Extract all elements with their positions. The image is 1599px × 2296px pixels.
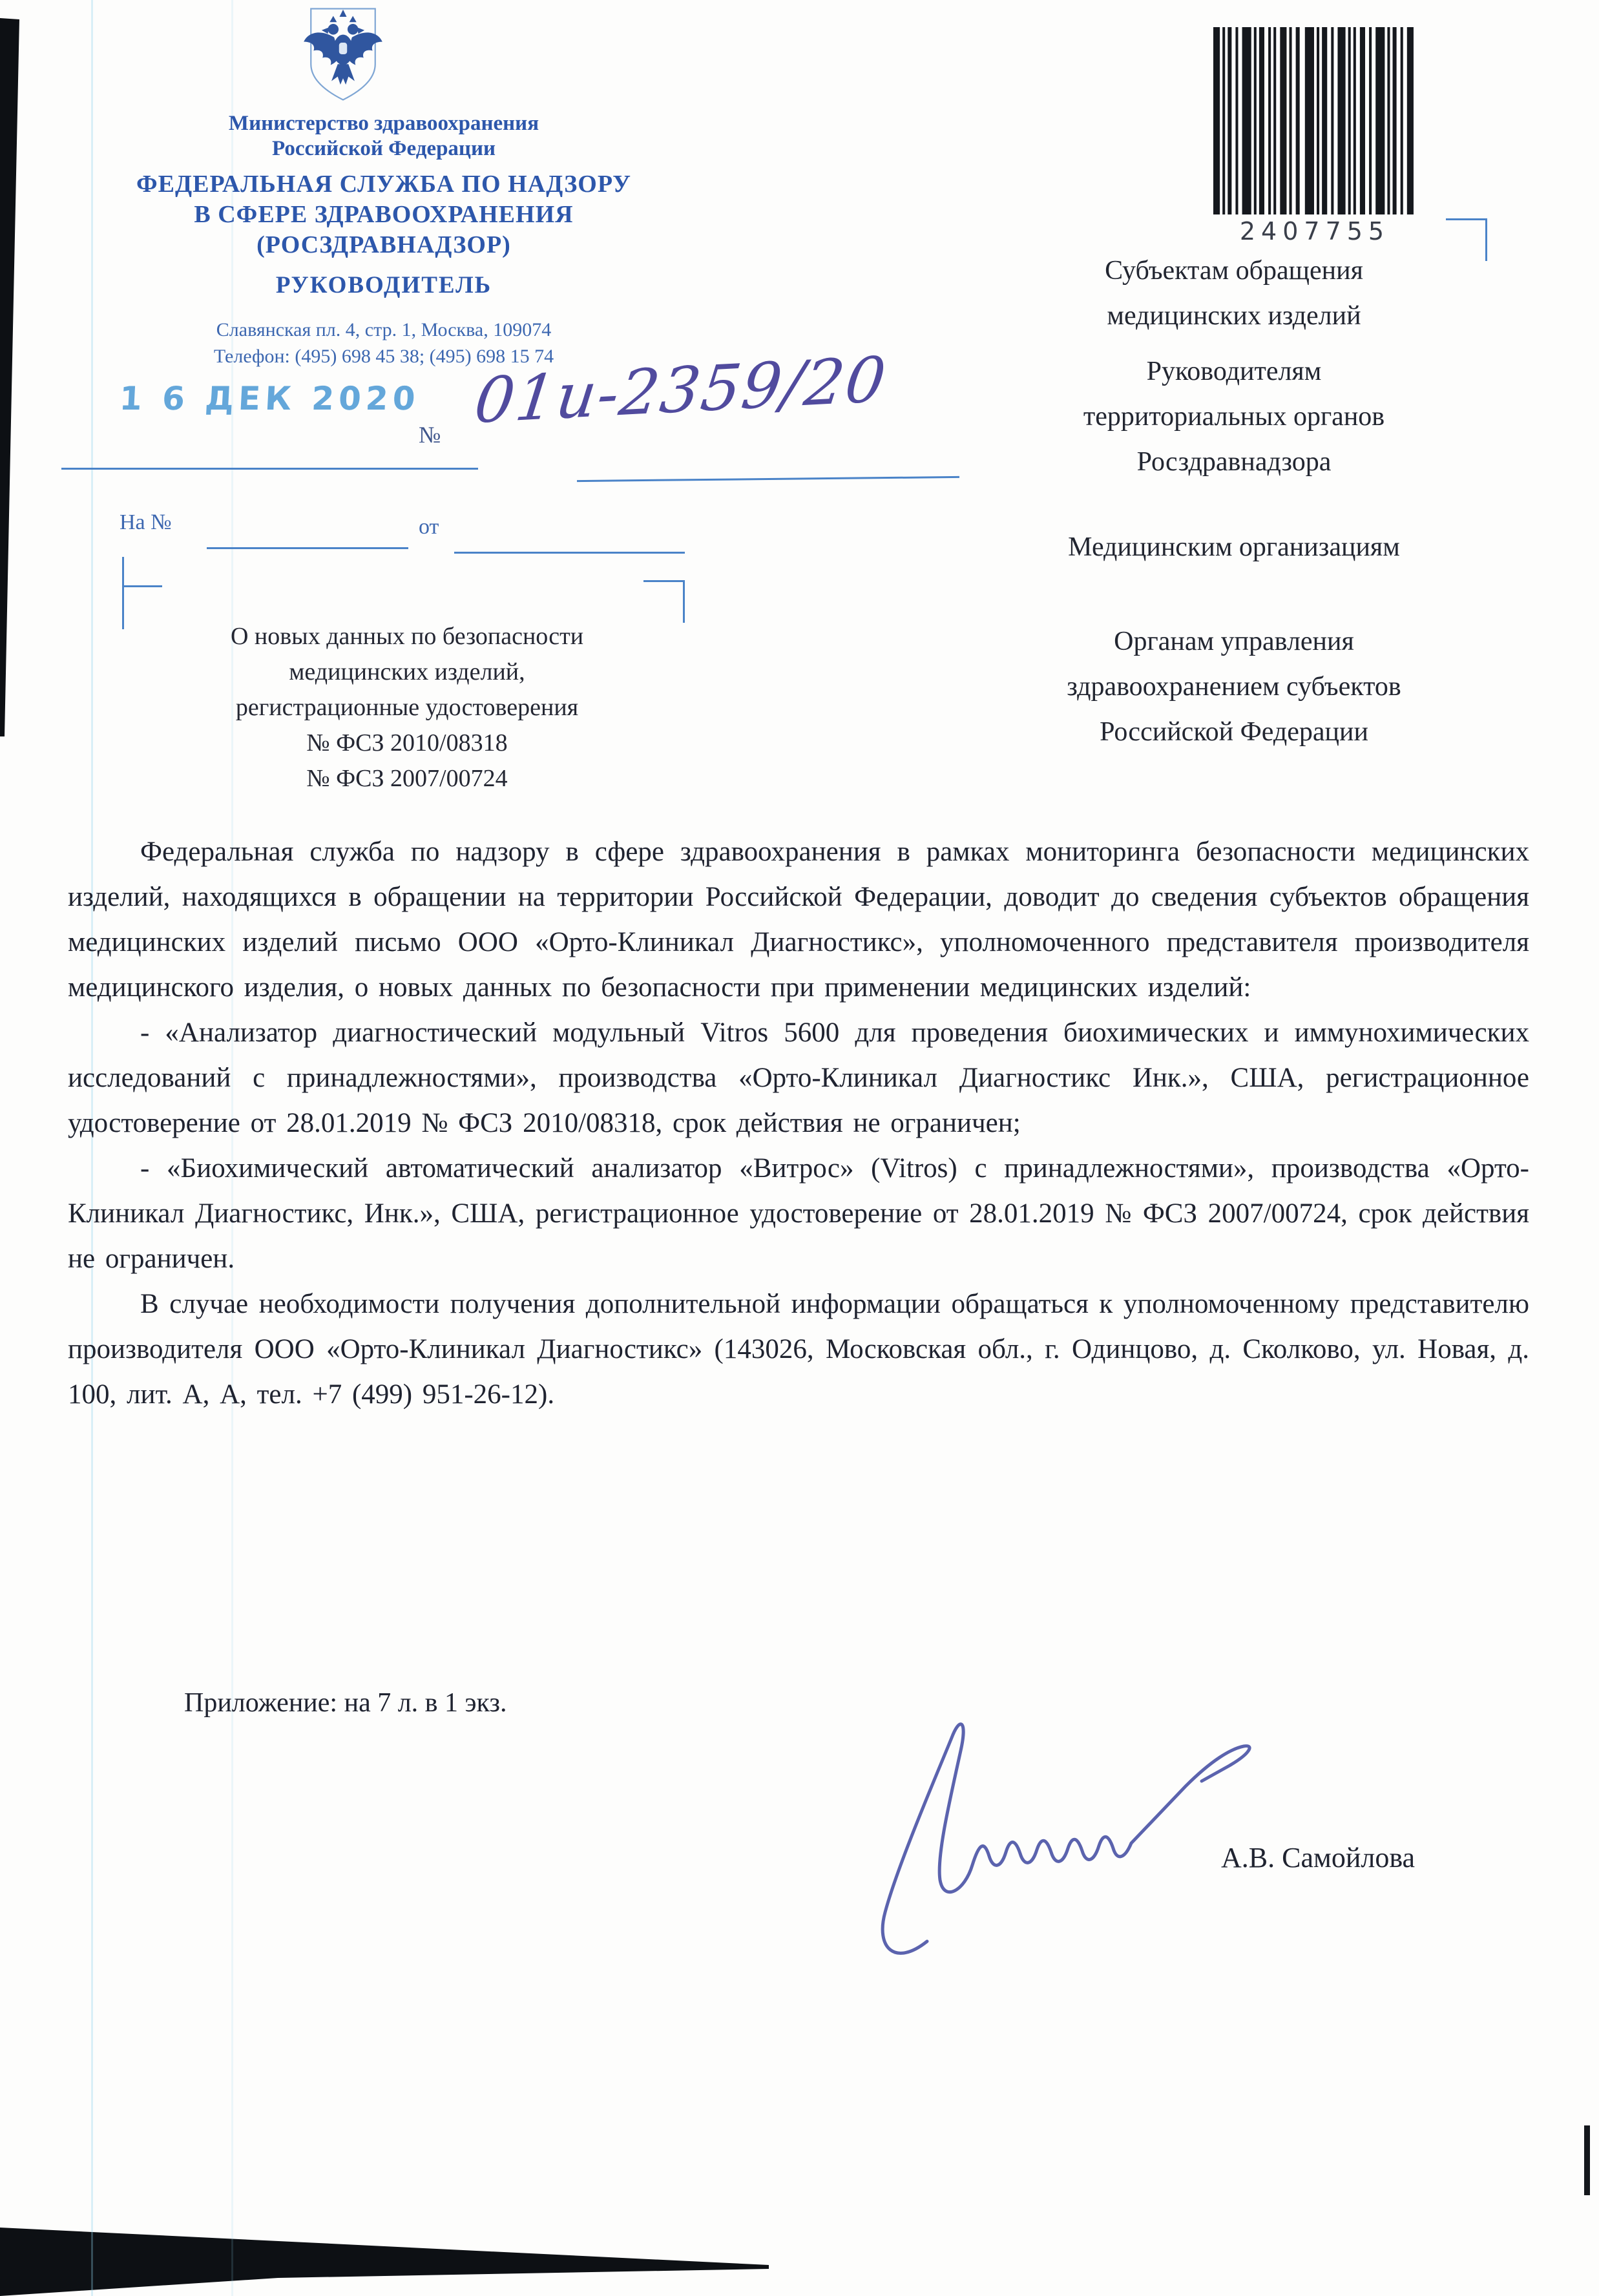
position-title: РУКОВОДИТЕЛЬ xyxy=(275,272,492,298)
subject-line: № ФСЗ 2010/08318 xyxy=(306,729,508,757)
date-stamp: 1 6 ДЕК 2020 xyxy=(118,380,421,417)
body-paragraph: - «Биохимический автоматический анализатор «Витрос» (Vitros) с принадлежностями», производства «Орто-Клиникал Диагностикс, Инк.», США, регистрационное удостоверение от 28.01.2019 № ФСЗ 2007/00724, срок действия не ограничен. xyxy=(68,1153,1529,1274)
service-name-line: В СФЕРЕ ЗДРАВООХРАНЕНИЯ xyxy=(194,201,574,228)
addressee-line: Российской Федерации xyxy=(1100,717,1368,747)
corner-mark xyxy=(122,557,124,629)
attachment-note: Приложение: на 7 л. в 1 экз. xyxy=(184,1688,507,1718)
service-name-line: (РОСЗДРАВНАДЗОР) xyxy=(256,231,511,258)
addressee-group xyxy=(987,619,1481,755)
body-paragraph: Федеральная служба по надзору в сфере здравоохранения в рамках мониторинга безопасности медицинских изделий, находящихся в обращении на территории Российской Федерации, доводит до сведения субъектов обращения медицинских изделий письмо ООО «Орто-Клиникал Диагностикс», уполномоченного представителя производителя медицинского изделия, о новых данных по безопасности при применении медицинских изделий: xyxy=(68,837,1529,1003)
handwritten-outgoing-number: 01и-2359/20 xyxy=(470,342,891,438)
body-paragraph: В случае необходимости получения дополнительной информации обращаться к уполномоченному представителю производителя ООО «Орто-Клиникал Диагностикс» (143026, Московская обл., г. Одинцово, д. Сколково, ул. Новая, д. 100, лит. А, А, тел. +7 (499) 951-26-12). xyxy=(68,1289,1529,1410)
barcode-icon xyxy=(1213,27,1416,214)
letter-body xyxy=(68,830,1529,1417)
incoming-number-label: На № xyxy=(120,510,172,534)
incoming-from-label: от xyxy=(419,515,439,539)
addressee-line: медицинских изделий xyxy=(1107,301,1361,331)
barcode-number: 2407755 xyxy=(1239,217,1390,245)
coat-of-arms-icon xyxy=(295,5,391,103)
body-paragraph: - «Анализатор диагностический модульный Vitros 5600 для проведения биохимических и иммунохимических исследований с принадлежностями», производства «Орто-Клиникал Диагностикс Инк.», США, регистрационное удостоверение от 28.01.2019 № ФСЗ 2010/08318, срок действия не ограничен; xyxy=(68,1018,1529,1138)
blank-line xyxy=(207,547,408,549)
corner-mark xyxy=(1485,218,1487,261)
addressee-group xyxy=(987,349,1481,485)
addressee-line: здравоохранением субъектов xyxy=(1067,672,1401,702)
org-phone: Телефон: (495) 698 45 38; (495) 698 15 74 xyxy=(213,346,554,367)
blank-line xyxy=(454,552,685,554)
subject-line: О новых данных по безопасности xyxy=(230,623,584,650)
corner-mark xyxy=(683,580,685,623)
blank-line xyxy=(577,476,959,482)
service-name-line: ФЕДЕРАЛЬНАЯ СЛУЖБА ПО НАДЗОРУ xyxy=(136,171,631,198)
addressee-group xyxy=(987,525,1481,570)
subject-line: медицинских изделий, xyxy=(289,658,525,685)
ministry-name-line: Министерство здравоохранения xyxy=(228,112,539,135)
scan-artifact xyxy=(0,0,22,743)
addressee-line: Медицинским организациям xyxy=(1068,532,1400,562)
org-address: Славянская пл. 4, стр. 1, Москва, 109074 xyxy=(216,319,552,340)
subject-line: № ФСЗ 2007/00724 xyxy=(306,765,508,792)
blank-line xyxy=(61,468,478,470)
outgoing-number-sign: № xyxy=(419,422,441,448)
addressee-line: территориальных органов xyxy=(1083,402,1385,432)
subject-line: регистрационные удостоверения xyxy=(235,694,579,721)
corner-mark xyxy=(1446,218,1487,220)
addressee-group xyxy=(987,248,1481,339)
corner-mark xyxy=(122,585,162,587)
addressee-line: Росздравнадзора xyxy=(1136,447,1332,477)
signer-name: А.В. Самойлова xyxy=(1221,1842,1416,1873)
signature-icon xyxy=(850,1689,1257,1967)
corner-mark xyxy=(643,580,685,582)
letter-subject xyxy=(129,619,685,797)
scan-artifact xyxy=(0,2222,775,2296)
addressee-line: Руководителям xyxy=(1146,357,1322,386)
scan-artifact xyxy=(1584,2125,1590,2195)
ministry-name-line: Российской Федерации xyxy=(272,137,496,160)
addressee-line: Субъектам обращения xyxy=(1105,256,1363,286)
addressee-line: Органам управления xyxy=(1114,627,1354,656)
